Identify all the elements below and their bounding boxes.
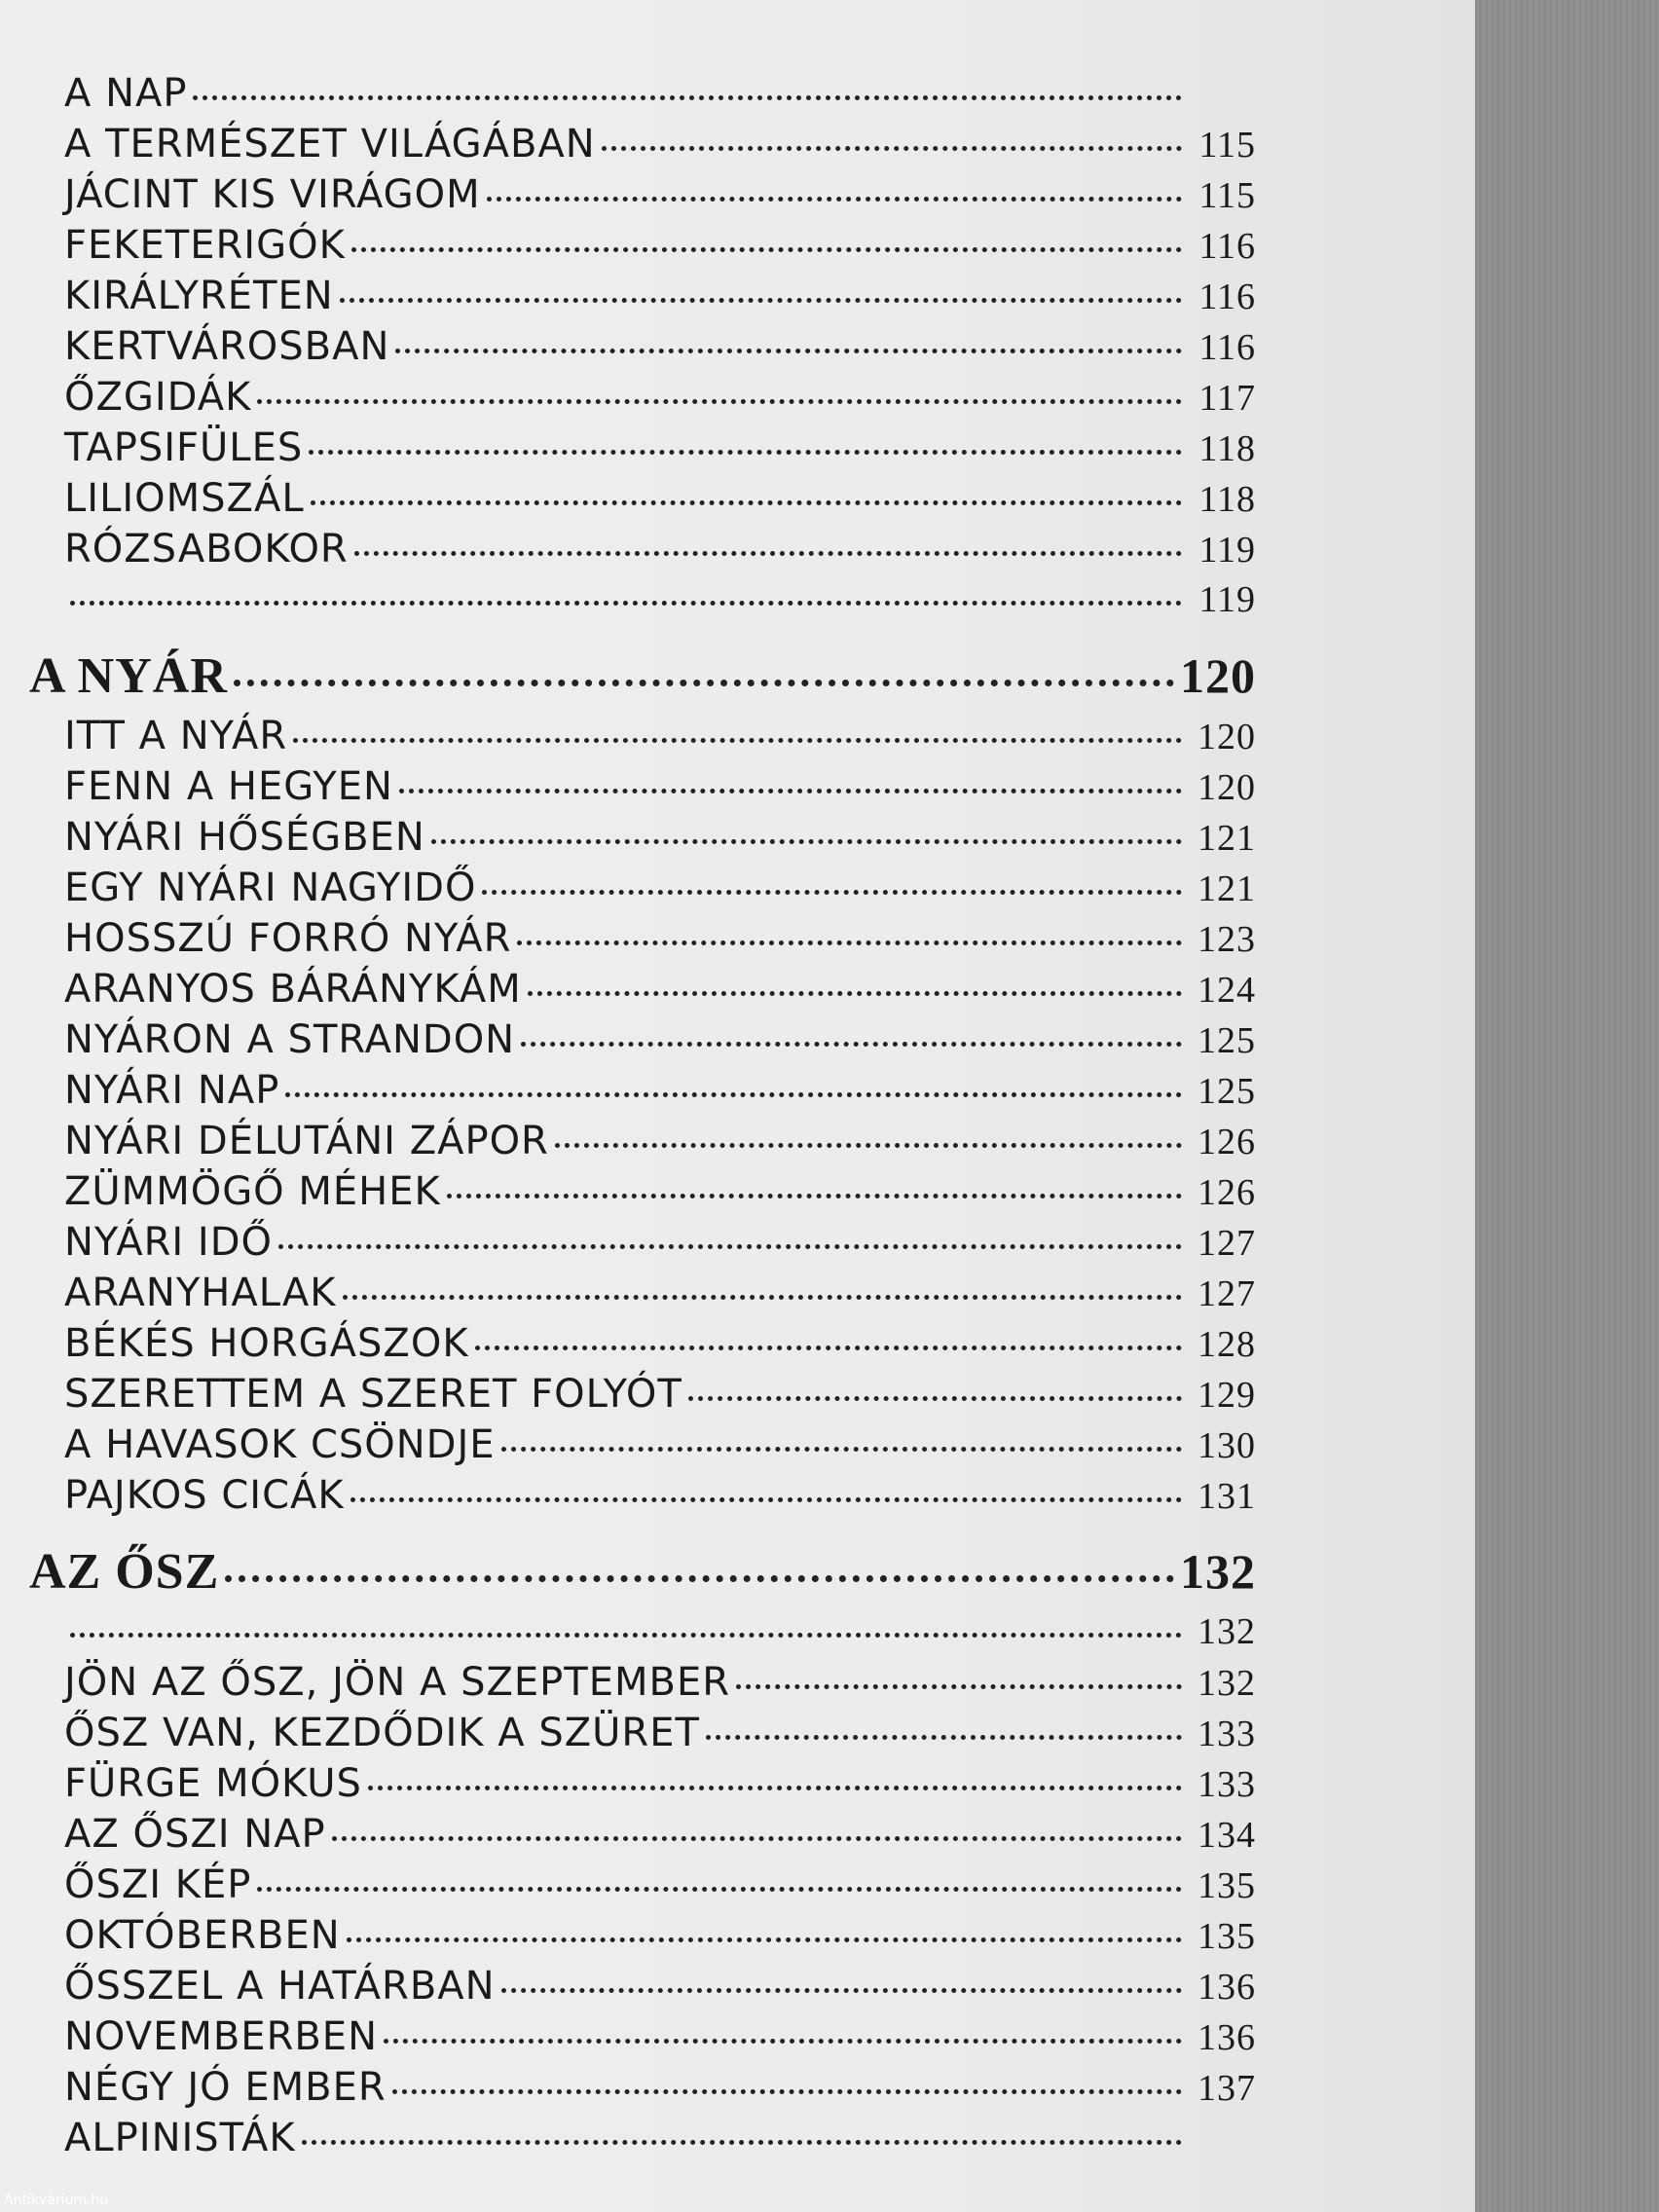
toc-entry-title: A TERMÉSZET VILÁGÁBAN: [64, 122, 596, 166]
toc-entry-title: NYÁRI NAP: [64, 1068, 280, 1113]
toc-entry: [29, 863, 1256, 913]
toc-entry: [29, 1758, 1256, 1809]
toc-entry: [29, 1116, 1256, 1166]
toc-entry-page-number: 121: [1198, 868, 1256, 909]
toc-entry-title: ITT A NYÁR: [64, 714, 288, 758]
watermark: Antikvárium.hu: [4, 2193, 109, 2208]
toc-entry-page-number: 129: [1198, 1375, 1256, 1416]
toc-entry: [29, 220, 1256, 271]
toc-entry-page-number: 132: [1180, 1544, 1256, 1599]
toc-entry-page-number: 115: [1198, 175, 1256, 216]
dot-leader: [302, 2140, 1182, 2145]
dot-leader: [343, 1295, 1183, 1300]
dot-leader: [602, 146, 1182, 151]
toc-entry: [29, 423, 1256, 473]
dot-leader: [257, 399, 1182, 404]
toc-entry: [29, 1910, 1256, 1961]
toc-entry-title: ZÜMMÖGŐ MÉHEK: [64, 1169, 441, 1214]
toc-entry: [29, 1268, 1256, 1318]
dot-leader: [475, 1346, 1182, 1350]
toc-entry-page-number: 124: [1198, 970, 1256, 1011]
toc-entry-title: TAPSIFÜLES: [64, 425, 304, 470]
dot-leader: [332, 1836, 1182, 1841]
toc-entry-page-number: 116: [1198, 327, 1256, 368]
toc-entry-page-number: 136: [1198, 2017, 1256, 2058]
toc-entry-title: A HAVASOK CSÖNDJE: [64, 1422, 496, 1467]
toc-entry: [29, 372, 1256, 423]
toc-entry-page-number: 120: [1180, 648, 1256, 703]
toc-entry-title: SZERETTEM A SZERET FOLYÓT: [64, 1372, 682, 1417]
toc-entry-title: ŐSZ VAN, KEZDŐDIK A SZÜRET: [64, 1711, 700, 1755]
toc-entry-page-number: 116: [1198, 226, 1256, 267]
toc-entry-title: KIRÁLYRÉTEN: [64, 274, 334, 318]
toc-entry-page-number: 137: [1198, 2068, 1256, 2109]
dot-leader: [706, 1735, 1182, 1740]
toc-entry: [29, 1419, 1256, 1470]
toc-entry-title: AZ ŐSZ: [29, 1544, 220, 1600]
dot-leader: [688, 1396, 1182, 1401]
dot-leader: [351, 247, 1182, 252]
toc-entry: [29, 68, 1256, 119]
toc-entry: [29, 271, 1256, 321]
dot-leader: [70, 601, 1182, 606]
toc-entry-page-number: 126: [1198, 1122, 1256, 1162]
toc-entry-title: ALPINISTÁK: [64, 2116, 296, 2160]
toc-entry: [29, 711, 1256, 761]
toc-entry-page-number: 119: [1198, 579, 1256, 620]
toc-entry: [29, 1657, 1256, 1708]
toc-entry-title: A NYÁR: [29, 648, 228, 704]
toc-entry-title: EGY NYÁRI NAGYIDŐ: [64, 866, 477, 910]
dot-leader: [399, 789, 1182, 793]
toc-entry-page-number: 120: [1198, 767, 1256, 808]
toc-entry-title: ŐSSZEL A HATÁRBAN: [64, 1964, 496, 2009]
toc-entry-page-number: 135: [1198, 1916, 1256, 1957]
toc-entry-page-number: 125: [1198, 1020, 1256, 1061]
toc-entry: [29, 964, 1256, 1014]
toc-entry: [29, 321, 1256, 372]
toc-entry-title: NÉGY JÓ EMBER: [64, 2065, 387, 2110]
toc-entry-page-number: 117: [1198, 378, 1256, 419]
toc-entry-title: NYÁRI DÉLUTÁNI ZÁPOR: [64, 1119, 549, 1163]
dot-leader: [528, 991, 1182, 996]
dot-leader: [193, 95, 1182, 100]
dot-leader: [517, 940, 1182, 945]
dot-leader: [354, 551, 1182, 556]
toc-entry-title: A NAP: [64, 71, 188, 116]
dot-leader: [225, 1575, 1174, 1582]
toc-entry-page-number: 119: [1198, 530, 1256, 571]
toc-entry-title: PAJKOS CICÁK: [64, 1473, 345, 1518]
toc-entry-page-number: 136: [1198, 1967, 1256, 2008]
toc-entry: [29, 524, 1256, 574]
toc-entry-page-number: 115: [1198, 125, 1256, 166]
toc-entry-page-number: 127: [1198, 1273, 1256, 1314]
toc-entry-page-number: 134: [1198, 1815, 1256, 1856]
toc-entry-page-number: 128: [1198, 1324, 1256, 1365]
toc-entry-title: BÉKÉS HORGÁSZOK: [64, 1321, 469, 1366]
toc-entry-title: HOSSZÚ FORRÓ NYÁR: [64, 916, 512, 961]
toc-entry-title: FEKETERIGÓK: [64, 223, 346, 268]
toc-entry-page-number: 118: [1198, 428, 1256, 469]
toc-entry: [29, 761, 1256, 812]
toc-entry-title: NOVEMBERBEN: [64, 2014, 378, 2059]
toc-entry: [29, 1065, 1256, 1116]
toc-section-heading: [29, 1542, 1256, 1601]
dot-leader: [257, 1887, 1182, 1892]
dot-leader: [395, 349, 1182, 353]
toc-entry-title: FÜRGE MÓKUS: [64, 1761, 362, 1806]
dot-leader: [482, 890, 1182, 895]
toc-entry-title: KERTVÁROSBAN: [64, 324, 390, 369]
toc-entry-title: ŐSZI KÉP: [64, 1862, 252, 1907]
dot-leader: [501, 1447, 1182, 1452]
dot-leader: [70, 1633, 1182, 1638]
toc-entry: [29, 1217, 1256, 1268]
toc-entry: [29, 1606, 1256, 1657]
toc-entry: [29, 2011, 1256, 2062]
background-surface: [1475, 0, 1659, 2212]
toc-entry-title: ARANYOS BÁRÁNYKÁM: [64, 967, 522, 1012]
toc-entry-page-number: 132: [1198, 1611, 1256, 1652]
toc-entry: [29, 2062, 1256, 2113]
toc-entry: [29, 1470, 1256, 1521]
dot-leader: [368, 1786, 1182, 1790]
dot-leader: [431, 839, 1182, 844]
toc-entry-title: NYÁRI HŐSÉGBEN: [64, 815, 425, 860]
dot-leader: [347, 1937, 1182, 1942]
toc-entry-title: JÁCINT KIS VIRÁGOM: [64, 172, 481, 217]
toc-entry-page-number: 121: [1198, 818, 1256, 859]
table-of-contents: [29, 68, 1256, 2163]
dot-leader: [309, 450, 1182, 455]
toc-entry-title: JÖN AZ ŐSZ, JÖN A SZEPTEMBER: [64, 1660, 731, 1705]
toc-entry: [29, 1369, 1256, 1419]
toc-entry: [29, 1166, 1256, 1217]
toc-entry-title: NYÁRI IDŐ: [64, 1220, 273, 1265]
dot-leader: [501, 1988, 1182, 1993]
toc-entry-page-number: 131: [1198, 1476, 1256, 1517]
dot-leader: [293, 738, 1182, 743]
toc-entry-title: RÓZSABOKOR: [64, 527, 349, 571]
dot-leader: [736, 1684, 1182, 1689]
toc-entry-page-number: 130: [1198, 1425, 1256, 1466]
toc-entry: [29, 169, 1256, 220]
dot-leader: [311, 500, 1182, 505]
dot-leader: [340, 298, 1182, 303]
dot-leader: [234, 680, 1174, 686]
toc-entry: [29, 1708, 1256, 1758]
dot-leader: [555, 1143, 1182, 1148]
dot-leader: [392, 2089, 1182, 2094]
toc-entry: [29, 574, 1256, 625]
toc-entry-page-number: 118: [1198, 479, 1256, 520]
toc-entry-title: ŐZGIDÁK: [64, 375, 252, 420]
toc-entry: [29, 1860, 1256, 1910]
toc-entry-page-number: 132: [1198, 1663, 1256, 1704]
toc-entry-title: FENN A HEGYEN: [64, 764, 393, 809]
toc-entry-page-number: 116: [1198, 276, 1256, 317]
dot-leader: [521, 1042, 1182, 1047]
dot-leader: [487, 197, 1182, 202]
toc-entry-title: OKTÓBERBEN: [64, 1913, 341, 1958]
toc-entry-page-number: 135: [1198, 1865, 1256, 1906]
toc-entry-title: AZ ŐSZI NAP: [64, 1812, 326, 1857]
toc-entry-page-number: 123: [1198, 919, 1256, 960]
dot-leader: [447, 1194, 1182, 1198]
dot-leader: [278, 1244, 1182, 1249]
toc-entry-page-number: 127: [1198, 1223, 1256, 1264]
dot-leader: [350, 1497, 1182, 1502]
dot-leader: [285, 1092, 1182, 1097]
toc-entry: [29, 812, 1256, 863]
toc-entry-page-number: 126: [1198, 1172, 1256, 1213]
toc-entry: [29, 913, 1256, 964]
toc-entry: [29, 1014, 1256, 1065]
dot-leader: [384, 2039, 1182, 2044]
toc-section-heading: [29, 646, 1256, 705]
toc-entry-title: NYÁRON A STRANDON: [64, 1017, 516, 1062]
toc-entry-page-number: 133: [1198, 1714, 1256, 1754]
toc-entry-title: ARANYHALAK: [64, 1271, 337, 1315]
toc-entry: [29, 119, 1256, 169]
toc-entry: [29, 2113, 1256, 2163]
toc-entry: [29, 473, 1256, 524]
toc-entry: [29, 1318, 1256, 1369]
toc-entry: [29, 1809, 1256, 1860]
toc-entry-page-number: 133: [1198, 1764, 1256, 1805]
toc-entry-title: LILIOMSZÁL: [64, 476, 305, 521]
toc-entry: [29, 1961, 1256, 2011]
toc-entry-page-number: 120: [1198, 717, 1256, 757]
toc-entry-page-number: 125: [1198, 1071, 1256, 1112]
